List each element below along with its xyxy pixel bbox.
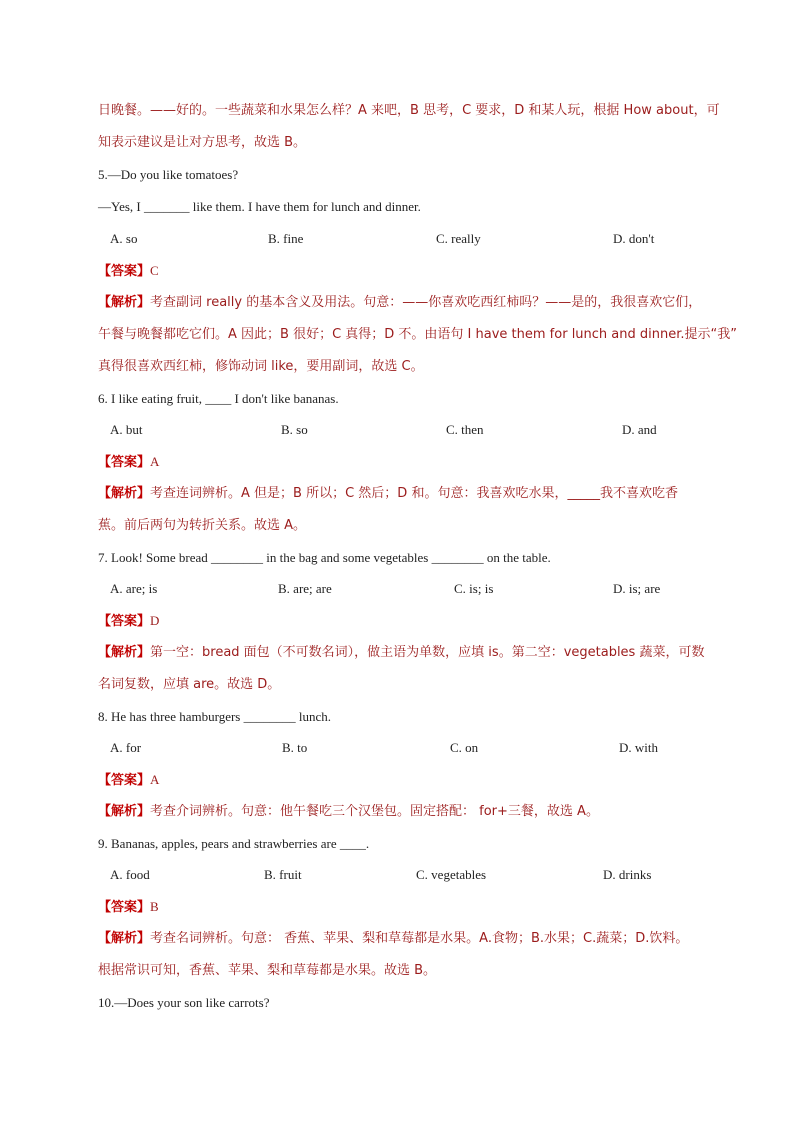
q5-answer — [98, 262, 159, 281]
q8-analysis-1: 【解析】考查介词辨析。句意：他午餐吃三个汉堡包。固定搭配： for+三餐，故选 A。 — [98, 804, 599, 819]
q5-stem-2: —Yes, I _______ like them. I have them for lunch and dinner. — [98, 199, 421, 214]
q7-option-a: A. are; is — [110, 581, 158, 596]
q9-analysis-1: 【解析】考查名词辨析。句意： 香蕉、苹果、梨和草莓都是水果。A.食物；B.水果；C.蔬菜；D.饮料。 — [98, 931, 689, 946]
q5-option-d: D. don't — [613, 231, 655, 246]
q5-stem: 5.—Do you like tomatoes? — [98, 167, 239, 182]
intro-line-1: 日晚餐。——好的。一些蔬菜和水果怎么样？A 来吧，B 思考，C 要求，D 和某人玩，根据 How about，可 — [98, 103, 720, 118]
q6-analysis-2: 蕉。前后两句为转折关系。故选 A。 — [98, 518, 307, 533]
q6-answer: 【答案】A — [98, 454, 160, 470]
q8-answer-value: A — [150, 772, 160, 787]
q9-stem: 9. Bananas, apples, pears and strawberries are ____. — [98, 836, 370, 851]
q6-answer-value: A — [150, 454, 160, 469]
q6-option-a: A. but — [110, 422, 143, 437]
q9-answer: 【答案】B — [98, 899, 159, 915]
q6-option-b: B. so — [281, 422, 308, 437]
q8-stem: 8. He has three hamburgers ________ lunch. — [98, 709, 331, 724]
q7-option-d: D. is; are — [613, 581, 661, 596]
q7-answer-value: D — [150, 613, 160, 628]
q6-stem: 6. I like eating fruit, ____ I don't like bananas. — [98, 391, 339, 406]
q7-answer: 【答案】D — [98, 613, 160, 629]
intro-line-2: 知表示建议是让对方思考，故选 B。 — [98, 135, 307, 150]
q7-option-b: B. are; are — [278, 581, 332, 596]
q6-option-d: D. and — [622, 422, 657, 437]
q5-option-b: B. fine — [268, 231, 304, 246]
q7-stem: 7. Look! Some bread ________ in the bag and some vegetables ________ on the table. — [98, 550, 551, 565]
q8-option-c: C. on — [450, 740, 479, 755]
q9-option-a: A. food — [110, 867, 150, 882]
q5-option-c: C. really — [436, 231, 481, 246]
q10-stem: 10.—Does your son like carrots? — [98, 995, 270, 1010]
q8-option-a: A. for — [110, 740, 142, 755]
q9-analysis-2: 根据常识可知，香蕉、苹果、梨和草莓都是水果。故选 B。 — [98, 963, 437, 978]
q9-option-d: D. drinks — [603, 867, 652, 882]
q9-answer-value: B — [150, 899, 159, 914]
q5-option-a: A. so — [110, 231, 138, 246]
q7-analysis-1: 【解析】第一空：bread 面包（不可数名词），做主语为单数，应填 is。第二空：vegetables 蔬菜，可数 — [98, 645, 705, 660]
q5-analysis-2: 午餐与晚餐都吃它们。A 因此；B 很好；C 真得；D 不。由语句 I have them for lunch and dinner.提示“我” — [98, 327, 737, 342]
q9-option-c: C. vegetables — [416, 867, 487, 882]
q6-option-c: C. then — [446, 422, 484, 437]
q5-answer-value: C — [150, 263, 159, 278]
q8-option-d: D. with — [619, 740, 658, 755]
q5-analysis-3: 真得很喜欢西红柿，修饰动词 like，要用副词，故选 C。 — [98, 359, 424, 374]
q6-analysis-1: 【解析】考查连词辨析。A 但是；B 所以；C 然后；D 和。句意：我喜欢吃水果，_____我不喜欢吃香 — [98, 486, 678, 501]
q8-option-b: B. to — [282, 740, 308, 755]
q8-answer: 【答案】A — [98, 772, 160, 788]
q7-analysis-2: 名词复数，应填 are。故选 D。 — [98, 677, 281, 692]
q5-analysis-1: 【解析】考查副词 really 的基本含义及用法。句意：——你喜欢吃西红柿吗？——是的，我很喜欢它们， — [98, 295, 702, 310]
analysis-label: 【解析】 — [98, 295, 151, 310]
answer-label: 【答案】 — [98, 264, 151, 279]
q9-option-b: B. fruit — [264, 867, 302, 882]
q7-option-c: C. is; is — [454, 581, 494, 596]
